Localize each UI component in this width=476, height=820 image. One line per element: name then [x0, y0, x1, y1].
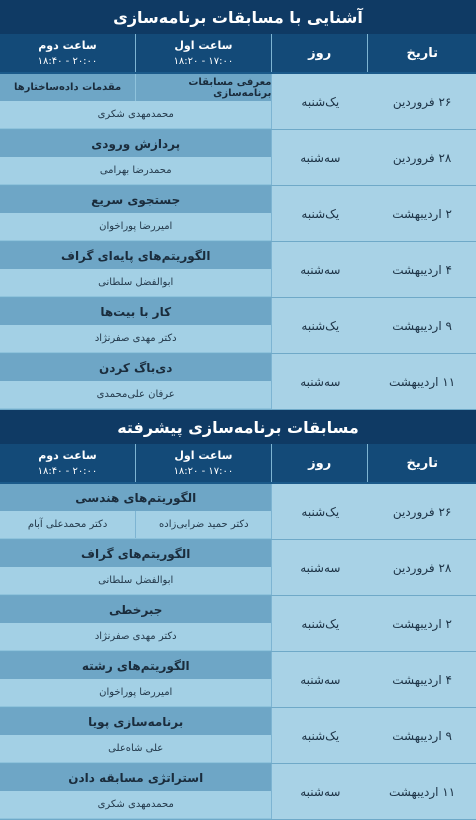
speaker-split: [0, 511, 271, 538]
speaker: امیررضا پوراخوان: [0, 679, 271, 706]
topic: استراتژی مسابقه دادن: [0, 764, 271, 791]
day-cell: سه‌شنبه: [271, 764, 368, 819]
date-cell: ۹ اردیبهشت: [368, 298, 476, 353]
day-cell: سه‌شنبه: [271, 540, 368, 595]
table-row: [0, 354, 476, 410]
table-row: [0, 764, 476, 820]
day-cell: سه‌شنبه: [271, 354, 368, 409]
date-cell: ۴ اردیبهشت: [368, 242, 476, 297]
speaker: ابوالفضل سلطانی: [0, 269, 271, 296]
session-content: [0, 298, 271, 353]
day-cell: یک‌شنبه: [271, 484, 368, 539]
speaker-slot1: دکتر حمید ضرابی‌زاده: [135, 511, 271, 538]
session-content: [0, 484, 271, 539]
topic: الگوریتم‌های گراف: [0, 540, 271, 567]
slot1-header: [135, 444, 271, 482]
session-content: [0, 74, 271, 129]
speaker: علی شاه‌علی: [0, 735, 271, 762]
date-cell: ۱۱ اردیبهشت: [368, 764, 476, 819]
table-title: مسابقات برنامه‌سازی پیشرفته: [0, 410, 476, 444]
table-row: [0, 652, 476, 708]
session-content: [0, 130, 271, 185]
topic: جبرخطی: [0, 596, 271, 623]
session-content: [0, 596, 271, 651]
table-row: [0, 484, 476, 540]
topic: الگوریتم‌های پایه‌ای گراف: [0, 242, 271, 269]
slot1-time: ۱۸:۲۰ - ۱۷:۰۰: [173, 56, 234, 67]
table-title: آشنایی با مسابقات برنامه‌سازی: [0, 0, 476, 34]
table-header: [0, 444, 476, 484]
day-cell: سه‌شنبه: [271, 652, 368, 707]
topic: کار با بیت‌ها: [0, 298, 271, 325]
session-content: [0, 242, 271, 297]
speaker: دکتر مهدی صفرنژاد: [0, 623, 271, 650]
speaker: ابوالفضل سلطانی: [0, 567, 271, 594]
day-cell: یک‌شنبه: [271, 708, 368, 763]
day-cell: یک‌شنبه: [271, 298, 368, 353]
speaker: دکتر مهدی صفرنژاد: [0, 325, 271, 352]
day-cell: یک‌شنبه: [271, 186, 368, 241]
session-content: [0, 708, 271, 763]
date-cell: ۲۸ فروردین: [368, 130, 476, 185]
table-row: [0, 74, 476, 130]
slot2-time: ۱۸:۴۰ - ۲۰:۰۰: [37, 56, 98, 67]
date-cell: ۲۸ فروردین: [368, 540, 476, 595]
table-row: [0, 298, 476, 354]
table-row: [0, 708, 476, 764]
topic: الگوریتم‌های هندسی: [0, 484, 271, 511]
day-column-header: روز: [271, 444, 368, 482]
topic: پردازش ورودی: [0, 130, 271, 157]
slot1-time: ۱۸:۲۰ - ۱۷:۰۰: [173, 466, 234, 477]
session-content: [0, 652, 271, 707]
speaker: محمدرضا بهرامی: [0, 157, 271, 184]
slot2-label: ساعت دوم: [38, 39, 97, 52]
topic-slot1: معرفی مسابقات برنامه‌سازی: [135, 74, 271, 101]
day-column-header: روز: [271, 34, 368, 72]
day-cell: یک‌شنبه: [271, 74, 368, 129]
slot2-header: [0, 444, 135, 482]
slot1-label: ساعت اول: [174, 39, 233, 52]
speaker: محمدمهدی شکری: [0, 101, 271, 128]
topic-split: [0, 74, 271, 101]
topic: الگوریتم‌های رشته: [0, 652, 271, 679]
slot2-label: ساعت دوم: [38, 449, 97, 462]
topic-slot2: مقدمات داده‌ساختارها: [13, 82, 122, 93]
date-cell: ۴ اردیبهشت: [368, 652, 476, 707]
topic: جستجوی سریع: [0, 186, 271, 213]
table-row: [0, 596, 476, 652]
date-column-header: تاریخ: [367, 34, 476, 72]
slot1-label: ساعت اول: [174, 449, 233, 462]
date-column-header: تاریخ: [367, 444, 476, 482]
date-cell: ۲ اردیبهشت: [368, 596, 476, 651]
speaker: محمدمهدی شکری: [0, 791, 271, 818]
table-header: [0, 34, 476, 74]
session-content: [0, 354, 271, 409]
table-row: [0, 186, 476, 242]
speaker-slot2: دکتر محمدعلی آبام: [27, 519, 108, 530]
table-row: [0, 540, 476, 596]
time-slots-header: [0, 444, 271, 482]
day-cell: سه‌شنبه: [271, 242, 368, 297]
day-cell: سه‌شنبه: [271, 130, 368, 185]
slot2-header: [0, 34, 135, 72]
date-cell: ۹ اردیبهشت: [368, 708, 476, 763]
schedule-table-advanced: [0, 410, 476, 820]
session-content: [0, 186, 271, 241]
day-cell: یک‌شنبه: [271, 596, 368, 651]
topic: برنامه‌سازی پویا: [0, 708, 271, 735]
slot1-header: [135, 34, 271, 72]
table-row: [0, 242, 476, 298]
session-content: [0, 764, 271, 819]
topic: دی‌باگ کردن: [0, 354, 271, 381]
time-slots-header: [0, 34, 271, 72]
table-row: [0, 130, 476, 186]
speaker: امیررضا پوراخوان: [0, 213, 271, 240]
date-cell: ۲۶ فروردین: [368, 74, 476, 129]
date-cell: ۱۱ اردیبهشت: [368, 354, 476, 409]
speaker: عرفان علی‌محمدی: [0, 381, 271, 408]
date-cell: ۲۶ فروردین: [368, 484, 476, 539]
session-content: [0, 540, 271, 595]
slot2-time: ۱۸:۴۰ - ۲۰:۰۰: [37, 466, 98, 477]
date-cell: ۲ اردیبهشت: [368, 186, 476, 241]
